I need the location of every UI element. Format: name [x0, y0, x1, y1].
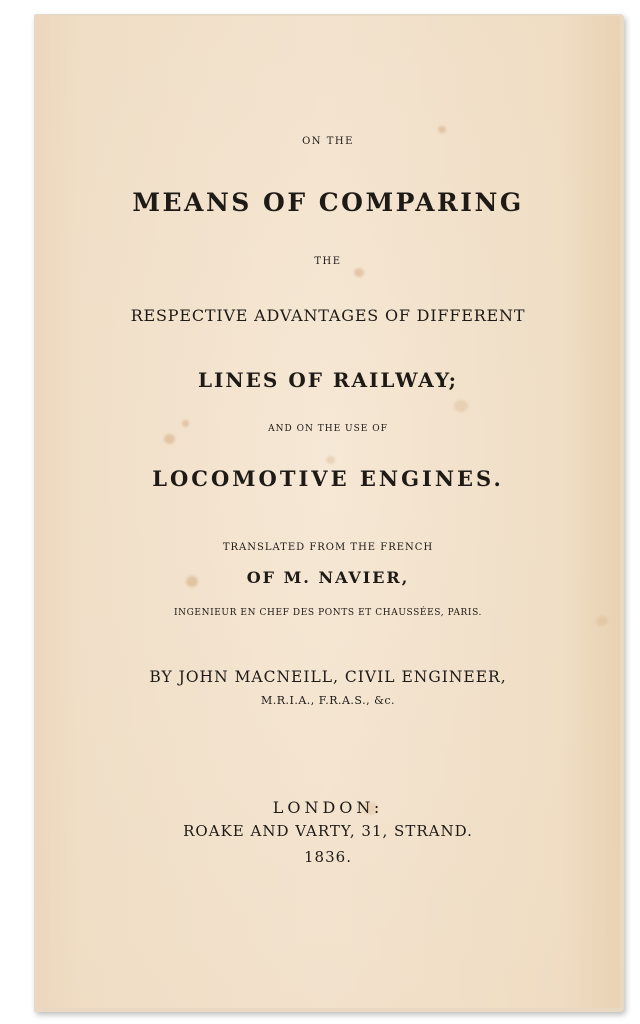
and-on-the-use-of: AND ON THE USE OF — [268, 424, 388, 434]
translator: BY JOHN MACNEILL, CIVIL ENGINEER, — [149, 668, 507, 686]
imprint-place: LONDON: — [272, 798, 384, 817]
original-author: OF M. NAVIER, — [246, 568, 410, 587]
on-the: ON THE — [302, 136, 354, 147]
translator-credentials: M.R.I.A., F.R.A.S., &c. — [260, 694, 396, 707]
title-line-main: MEANS OF COMPARING — [132, 188, 524, 217]
the: THE — [314, 256, 342, 267]
imprint-publisher: ROAKE AND VARTY, 31, STRAND. — [183, 822, 473, 840]
original-author-title: INGENIEUR EN CHEF DES PONTS ET CHAUSSÉES, PARIS. — [174, 608, 482, 618]
title-line-respective: RESPECTIVE ADVANTAGES OF DIFFERENT — [130, 306, 526, 325]
title-line-railway: LINES OF RAILWAY; — [197, 368, 459, 392]
translated-from: TRANSLATED FROM THE FRENCH — [222, 542, 434, 553]
title-page — [36, 16, 620, 1008]
title-page-text — [36, 16, 620, 1008]
imprint-year: 1836. — [304, 848, 352, 866]
title-line-locomotive: LOCOMOTIVE ENGINES. — [152, 466, 504, 491]
